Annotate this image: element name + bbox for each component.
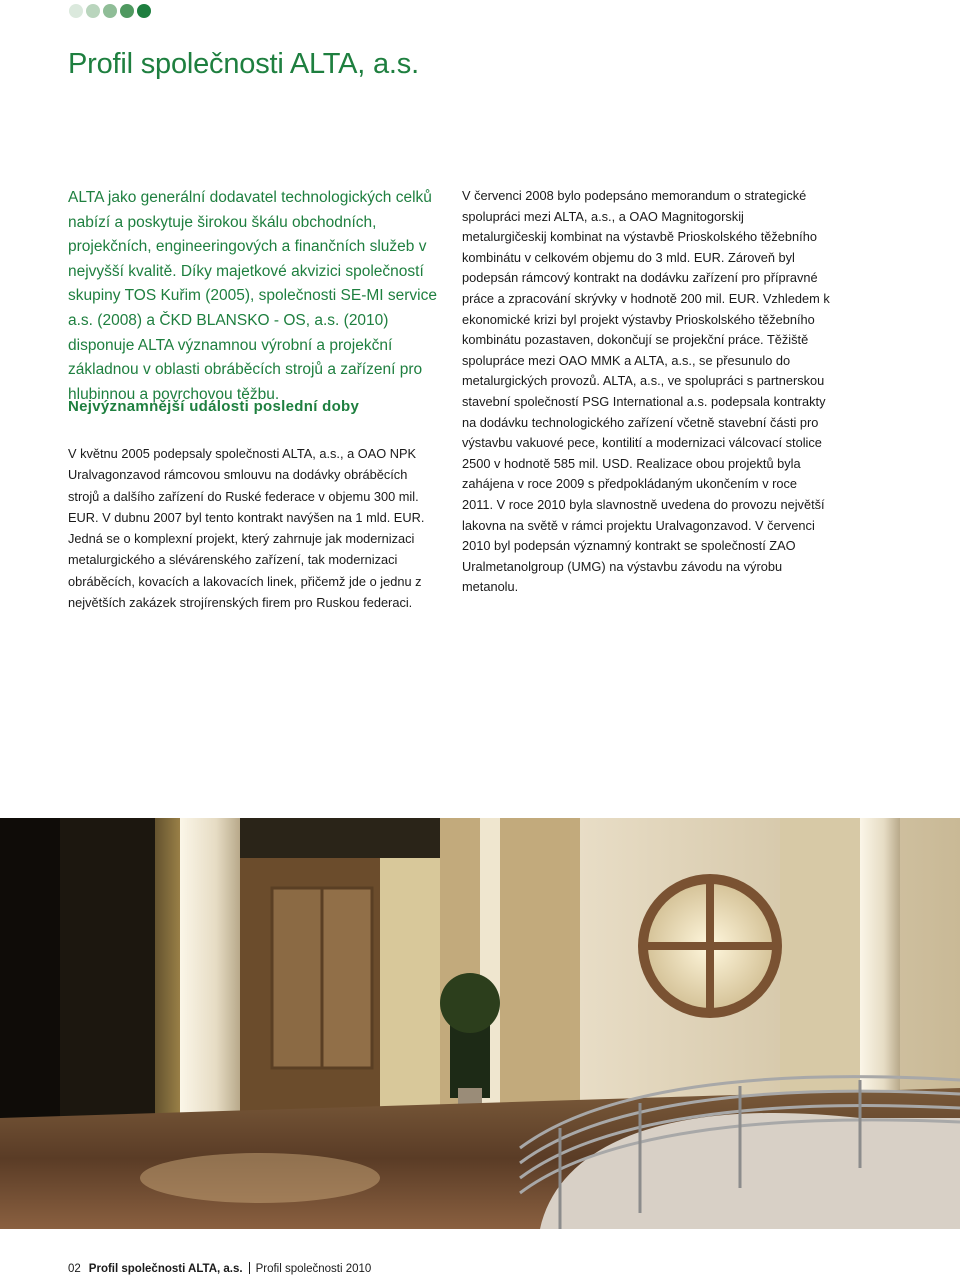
header-dot bbox=[69, 4, 83, 18]
header-dot bbox=[120, 4, 134, 18]
lead-paragraph: ALTA jako generální dodavatel technologických celků nabízí a poskytuje širokou škálu obchodních, projekčních, engineeringových a finančních služeb v nejvyšší kvalitě. Díky majetkové akvizici společností skupiny TOS Kuřim (2005), společnosti SE-MI service a.s. (2008) a ČKD BLANSKO - OS, a.s. (2010) disponuje ALTA významnou výrobní a projekční základnou v oblasti obráběcích strojů a zařízení pro hlubinnou a povrchovou těžbu. bbox=[68, 189, 437, 403]
footer-separator bbox=[249, 1262, 250, 1274]
page-number: 02 bbox=[68, 1263, 81, 1275]
header-dot bbox=[86, 4, 100, 18]
header-dot bbox=[137, 4, 151, 18]
interior-photo bbox=[0, 818, 960, 1229]
header-dot bbox=[103, 4, 117, 18]
page-footer bbox=[68, 1262, 371, 1275]
footer-section: Profil společnosti ALTA, a.s. bbox=[88, 1263, 243, 1275]
body-text-right: V červenci 2008 bylo podepsáno memorandum o strategické spolupráci mezi ALTA, a.s., a OAO Magnitogorskij metalurgičeskij kombinat na výstavbě Prioskolského těžebního kombinátu v celkovém objemu do 3 mld. EUR. Zároveň byl podepsán rámcový kontrakt na dodávku zařízení pro přípravné práce a zpracování skrývky v hodnotě 200 mil. EUR. Vzhledem k ekonomické krizi byl projekt výstavby Prioskolského těžebního kombinátu pozastaven, dokončují se projekční práce. Těžiště spolupráce mezi OAO MMK a ALTA, a.s., se přesunulo do metalurgických provozů. ALTA, a.s., ve spolupráci s partnerskou stavební společností PSG International a.s. podepsala kontrakty na dodávku technologického zařízení včetně stavební části pro výstavbu vakuové pece, kontilití a modernizaci válcovací stolice 2500 v hodnotě 585 mil. USD. Realizace obou projektů byla zahájena v roce 2009 s předpokládaným ukončením v roce 2011. V roce 2010 byla slavnostně uvedena do provozu největší lakovna na světě v rámci projektu Uralvagonzavod. V červenci 2010 byl podepsán významný kontrakt se společností ZAO Uralmetanolgroup (UMG) na výstavbu závodu na výrobu metanolu. bbox=[462, 188, 830, 595]
footer-publication: Profil společnosti 2010 bbox=[255, 1263, 372, 1275]
page-title: Profil společnosti ALTA, a.s. bbox=[68, 48, 419, 80]
header-dots bbox=[69, 4, 151, 18]
section-heading: Nejvýznamnější události poslední doby bbox=[68, 398, 360, 415]
body-text-left: V květnu 2005 podepsaly společnosti ALTA, a.s., a OAO NPK Uralvagonzavod rámcovou smlouvu na dodávky obráběcích strojů a dalšího zařízení do Ruské federace v objemu 300 mil. EUR. V dubnu 2007 byl tento kontrakt navýšen na 1 mld. EUR. Jedná se o komplexní projekt, který zahrnuje jak modernizaci metalurgického a slévárenského zařízení, tak modernizaci obráběcích, kovacích a lakovacích linek, přičemž jde o jednu z největších zakázek strojírenských firem pro Ruskou federaci. bbox=[68, 446, 425, 611]
